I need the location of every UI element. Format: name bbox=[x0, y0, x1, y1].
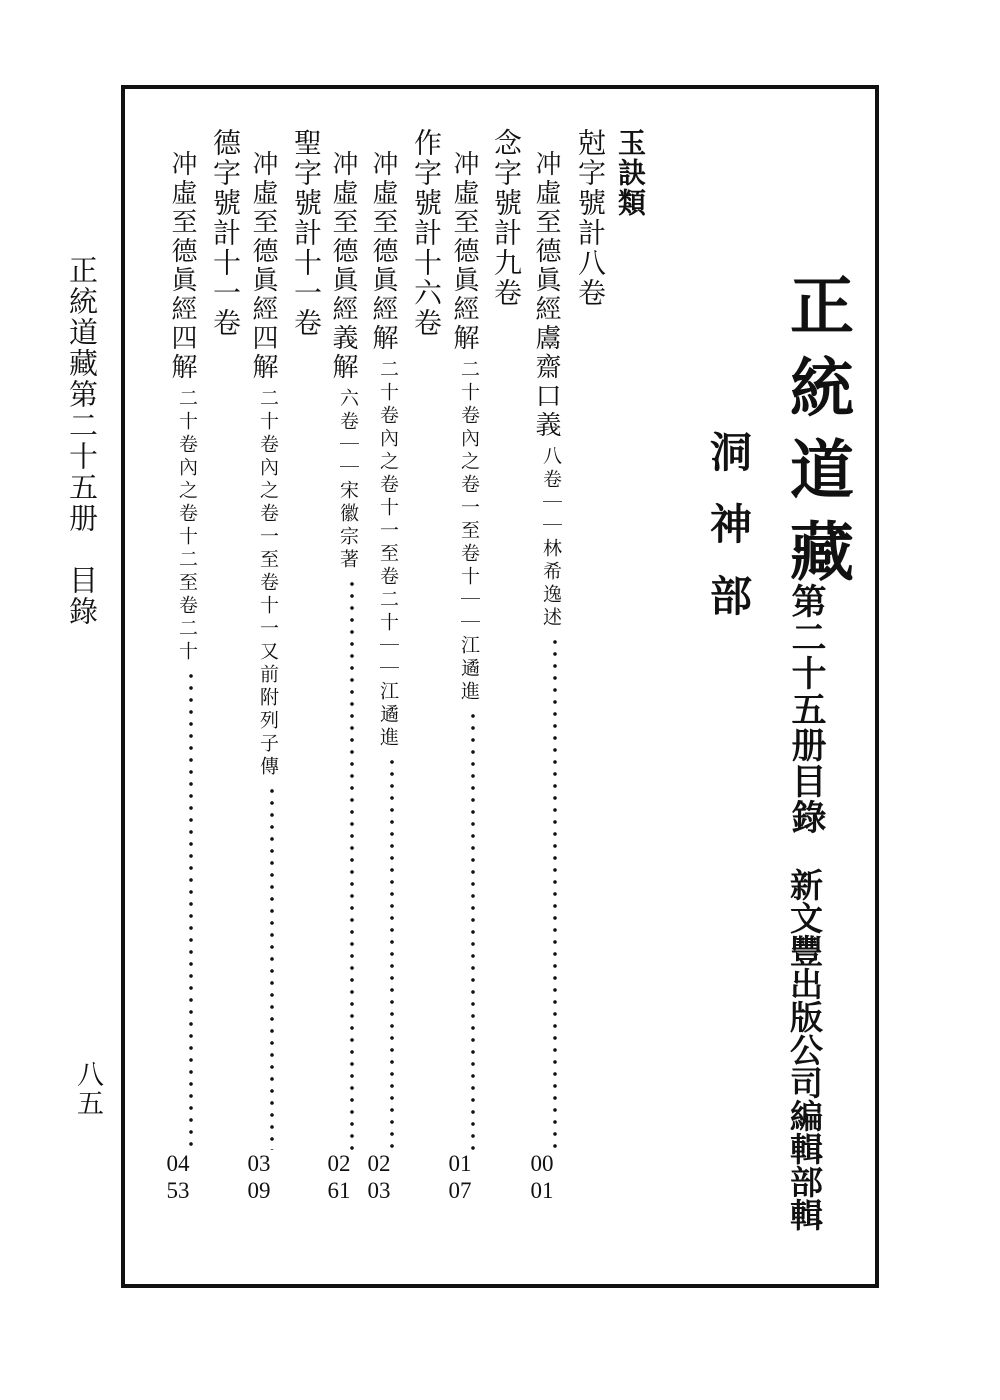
dot-leader bbox=[350, 578, 354, 1150]
entry-page-number: 0107 bbox=[448, 1151, 472, 1203]
entry-note: 二十卷內之卷一至卷十｜｜江遹進 bbox=[458, 359, 480, 704]
main-title: 正統道藏 bbox=[779, 272, 853, 600]
dot-leader bbox=[553, 636, 557, 1150]
toc-entry[interactable] bbox=[245, 150, 282, 1150]
entry-page-number: 0203 bbox=[367, 1151, 391, 1203]
entry-page-number: 0453 bbox=[166, 1151, 190, 1203]
dot-leader bbox=[390, 756, 394, 1150]
entry-title: 冲虛至德眞經解 bbox=[449, 150, 479, 353]
toc-entry[interactable] bbox=[446, 150, 483, 1150]
group-heading: 尅字號計八卷 bbox=[574, 128, 607, 308]
volume-title: 第二十五册目錄 bbox=[786, 583, 826, 835]
entry-page-number: 0001 bbox=[530, 1151, 554, 1203]
entry-page-number: 0309 bbox=[247, 1151, 271, 1203]
entry-title: 冲虛至德眞經義解 bbox=[328, 150, 358, 382]
running-head: 正統道藏第二十五册 目錄 bbox=[65, 255, 99, 627]
entry-note: 二十卷內之卷一至卷十一又前附列子傳 bbox=[257, 388, 279, 779]
entry-title: 冲虛至德眞經鬳齋口義 bbox=[531, 150, 561, 440]
dot-leader bbox=[471, 710, 475, 1150]
group-heading: 念字號計九卷 bbox=[490, 128, 523, 308]
toc-entry[interactable] bbox=[365, 150, 402, 1150]
publisher: 新文豐出版公司編輯部輯 bbox=[785, 868, 824, 1231]
toc-entry[interactable] bbox=[164, 150, 201, 1150]
group-heading: 德字號計十一卷 bbox=[209, 128, 242, 338]
category-heading: 玉訣類 bbox=[614, 128, 647, 218]
toc-entry[interactable] bbox=[528, 150, 565, 1150]
entry-note: 八卷｜｜林希逸述 bbox=[540, 446, 562, 630]
entry-note: 二十卷內之卷十二至卷二十 bbox=[176, 388, 198, 664]
entry-title: 冲虛至德眞經解 bbox=[368, 150, 398, 353]
entry-page-number: 0261 bbox=[327, 1151, 351, 1203]
group-heading: 作字號計十六卷 bbox=[410, 128, 443, 338]
entry-title: 冲虛至德眞經四解 bbox=[167, 150, 197, 382]
dot-leader bbox=[189, 670, 193, 1150]
group-heading: 聖字號計十一卷 bbox=[290, 128, 323, 338]
dot-leader bbox=[270, 785, 274, 1150]
entry-title: 冲虛至德眞經四解 bbox=[248, 150, 278, 382]
page-number: 八五 bbox=[72, 1060, 103, 1118]
entry-note: 二十卷內之卷十一至卷二十｜｜江遹進 bbox=[377, 359, 399, 750]
section-title: 洞神部 bbox=[704, 430, 753, 646]
toc-entry[interactable] bbox=[325, 150, 362, 1150]
entry-note: 六卷｜｜宋徽宗著 bbox=[337, 388, 359, 572]
